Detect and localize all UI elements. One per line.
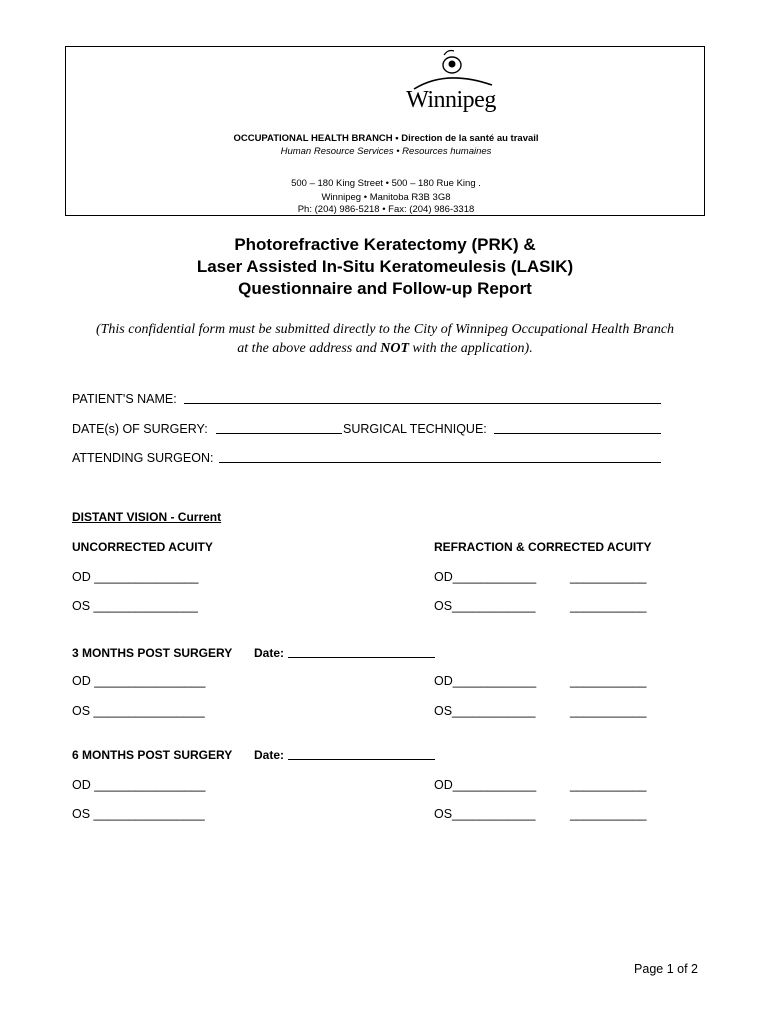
confidential-note-line-2 bbox=[0, 339, 770, 358]
street-address: 500 – 180 King Street • 500 – 180 Rue King . bbox=[291, 178, 481, 189]
dv-od-refraction-field[interactable]: OD____________ bbox=[434, 570, 537, 584]
three-months-heading: 3 MONTHS POST SURGERY bbox=[72, 646, 233, 660]
phone-fax: Ph: (204) 986-5218 • Fax: (204) 986-3318 bbox=[297, 204, 475, 215]
6m-os-refraction-field[interactable]: OS____________ bbox=[434, 807, 536, 821]
note-text-b: with the application). bbox=[409, 341, 533, 356]
title-line-1: Photorefractive Keratectomy (PRK) & bbox=[234, 235, 536, 254]
patient-name-field[interactable] bbox=[184, 402, 661, 404]
3m-os-uncorrected-field[interactable]: OS ________________ bbox=[72, 704, 205, 718]
six-months-heading: 6 MONTHS POST SURGERY bbox=[72, 748, 233, 762]
attending-surgeon-label: ATTENDING SURGEON: bbox=[72, 451, 214, 465]
surgical-technique-label: SURGICAL TECHNIQUE: bbox=[343, 422, 487, 436]
patient-name-label: PATIENT'S NAME: bbox=[72, 392, 177, 406]
dv-os-refraction-field[interactable]: OS____________ bbox=[434, 599, 536, 613]
three-months-date-label: Date: bbox=[254, 646, 285, 660]
city-address: Winnipeg • Manitoba R3B 3G8 bbox=[321, 192, 451, 203]
title-line-3: Questionnaire and Follow-up Report bbox=[238, 279, 532, 298]
department-name: Human Resource Services • Resources humaines bbox=[280, 146, 492, 157]
6m-od-uncorrected-field[interactable]: OD ________________ bbox=[72, 778, 206, 792]
winnipeg-logo bbox=[396, 47, 506, 127]
dv-os-corrected-field[interactable]: ___________ bbox=[570, 599, 647, 613]
date-of-surgery-field[interactable] bbox=[216, 432, 342, 434]
title-line-2: Laser Assisted In-Situ Keratomeulesis (LASIK) bbox=[196, 257, 574, 276]
three-months-date-field[interactable] bbox=[288, 656, 435, 658]
3m-od-uncorrected-field[interactable]: OD ________________ bbox=[72, 674, 206, 688]
note-text-a: at the above address and bbox=[237, 341, 381, 356]
6m-os-uncorrected-field[interactable]: OS ________________ bbox=[72, 807, 205, 821]
dv-od-corrected-field[interactable]: ___________ bbox=[570, 570, 647, 584]
dv-os-uncorrected-field[interactable]: OS _______________ bbox=[72, 599, 198, 613]
logo-wordmark: Winnipeg bbox=[406, 87, 496, 113]
six-months-date-field[interactable] bbox=[288, 758, 435, 760]
refraction-heading: REFRACTION & CORRECTED ACUITY bbox=[434, 540, 652, 554]
6m-od-refraction-field[interactable]: OD____________ bbox=[434, 778, 537, 792]
dv-od-uncorrected-field[interactable]: OD _______________ bbox=[72, 570, 199, 584]
3m-os-refraction-field[interactable]: OS____________ bbox=[434, 704, 536, 718]
six-months-date-label: Date: bbox=[254, 748, 285, 762]
6m-os-corrected-field[interactable]: ___________ bbox=[570, 807, 647, 821]
letterhead-box bbox=[65, 46, 705, 216]
confidential-note-line-1: (This confidential form must be submitted directly to the City of Winnipeg Occupational Health Branch bbox=[95, 322, 675, 337]
uncorrected-acuity-heading: UNCORRECTED ACUITY bbox=[72, 540, 213, 554]
surgical-technique-field[interactable] bbox=[494, 432, 661, 434]
3m-od-refraction-field[interactable]: OD____________ bbox=[434, 674, 537, 688]
6m-od-corrected-field[interactable]: ___________ bbox=[570, 778, 647, 792]
attending-surgeon-field[interactable] bbox=[219, 461, 661, 463]
distant-vision-heading: DISTANT VISION - Current bbox=[72, 510, 222, 524]
date-of-surgery-label: DATE(s) OF SURGERY: bbox=[72, 422, 208, 436]
page-number: Page 1 of 2 bbox=[634, 962, 698, 976]
3m-os-corrected-field[interactable]: ___________ bbox=[570, 704, 647, 718]
note-emphasis: NOT bbox=[380, 341, 410, 356]
branch-name: OCCUPATIONAL HEALTH BRANCH • Direction de la santé au travail bbox=[233, 133, 539, 144]
3m-od-corrected-field[interactable]: ___________ bbox=[570, 674, 647, 688]
